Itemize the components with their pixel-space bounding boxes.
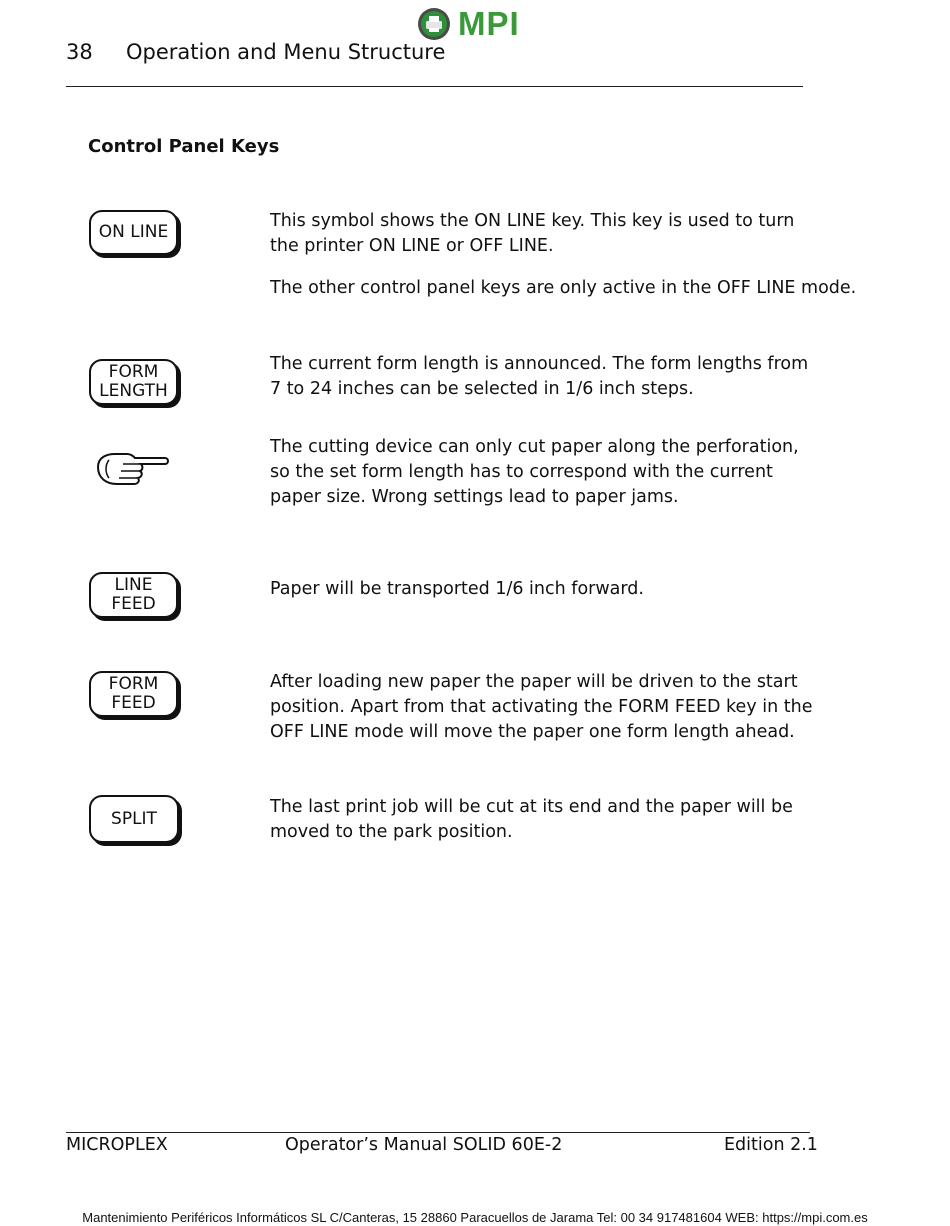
footer-publisher: MICROPLEX — [66, 1135, 168, 1155]
header-divider — [66, 86, 803, 87]
form-feed-description: After loading new paper the paper will be driven to the start position. Apart from that activating the FORM FEED key in the OFF LINE mode will move the paper one form length ahead. — [270, 672, 813, 742]
key-label-line: LINE — [114, 575, 153, 595]
key-label-line: FEED — [111, 594, 156, 614]
pointing-hand-icon — [95, 447, 170, 489]
chapter-title: Operation and Menu Structure — [126, 40, 446, 64]
key-label-line: FEED — [111, 693, 156, 713]
form-feed-key — [89, 671, 178, 717]
key-label-line: SPLIT — [111, 808, 157, 829]
footer-manual-title: Operator’s Manual SOLID 60E-2 — [285, 1135, 563, 1155]
footer-divider — [66, 1132, 810, 1133]
mpi-logo — [415, 6, 540, 42]
online-note: The other control panel keys are only active in the OFF LINE mode. — [270, 278, 857, 298]
form-length-key — [89, 359, 178, 405]
line-feed-description: Paper will be transported 1/6 inch forward. — [270, 579, 644, 599]
online-key — [89, 210, 178, 255]
split-key — [89, 795, 179, 843]
footer-edition: Edition 2.1 — [724, 1135, 818, 1155]
line-feed-key — [89, 572, 178, 618]
key-label-line: FORM — [108, 362, 159, 382]
key-label-line: ON LINE — [98, 222, 169, 242]
split-description: The last print job will be cut at its end and the paper will be moved to the park position. — [270, 797, 793, 842]
online-description: This symbol shows the ON LINE key. This key is used to turn the printer ON LINE or OFF LINE. — [270, 211, 795, 256]
logo-text: MPI — [458, 5, 520, 42]
printer-logo-icon — [417, 7, 451, 41]
address-line: Mantenimiento Periféricos Informáticos SL C/Canteras, 15 28860 Paracuellos de Jarama Tel: 00 34 917481604 WEB: https://mpi.com.es — [82, 1210, 868, 1225]
form-length-description: The current form length is announced. The form lengths from 7 to 24 inches can be selected in 1/6 inch steps. — [270, 354, 809, 399]
cutting-note: The cutting device can only cut paper along the perforation, so the set form length has to correspond with the current paper size. Wrong settings lead to paper jams. — [270, 437, 799, 507]
section-heading: Control Panel Keys — [88, 136, 280, 157]
key-label-line: LENGTH — [99, 381, 168, 401]
page-number: 38 — [66, 40, 93, 64]
key-label-line: FORM — [108, 674, 159, 694]
